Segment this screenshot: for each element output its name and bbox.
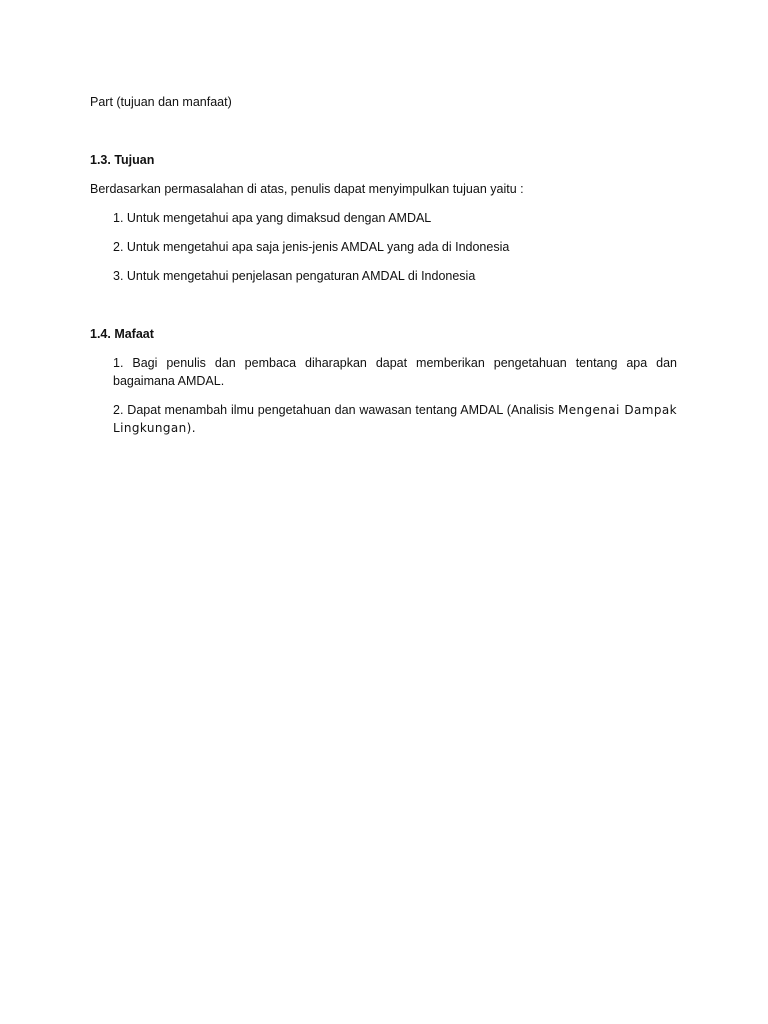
tujuan-item-1: 1. Untuk mengetahui apa yang dimaksud dengan AMDAL (113, 211, 432, 225)
mafaat-item-1: 1. Bagi penulis dan pembaca diharapkan dapat memberikan pengetahuan tentang apa dan bagaimana AMDAL. (113, 356, 677, 388)
mafaat-heading: 1.4. Mafaat (90, 327, 154, 341)
part-title: Part (tujuan dan manfaat) (90, 95, 232, 109)
mafaat-list (90, 354, 677, 437)
mafaat-item-2-spaced-text: Mengenai Dampak Lingkungan). (113, 403, 678, 435)
mafaat-section (90, 325, 677, 437)
document-content (90, 93, 677, 448)
tujuan-item-3: 3. Untuk mengetahui penjelasan pengaturan AMDAL di Indonesia (113, 269, 476, 283)
tujuan-heading: 1.3. Tujuan (90, 153, 155, 167)
tujuan-list (90, 209, 677, 285)
tujuan-section (90, 151, 677, 285)
tujuan-intro: Berdasarkan permasalahan di atas, penulis dapat menyimpulkan tujuan yaitu : (90, 182, 524, 196)
mafaat-item-2-text: 2. Dapat menambah ilmu pengetahuan dan wawasan tentang AMDAL (Analisis (113, 403, 558, 417)
tujuan-item-2: 2. Untuk mengetahui apa saja jenis-jenis AMDAL yang ada di Indonesia (113, 240, 510, 254)
mafaat-item-2 (113, 401, 677, 437)
